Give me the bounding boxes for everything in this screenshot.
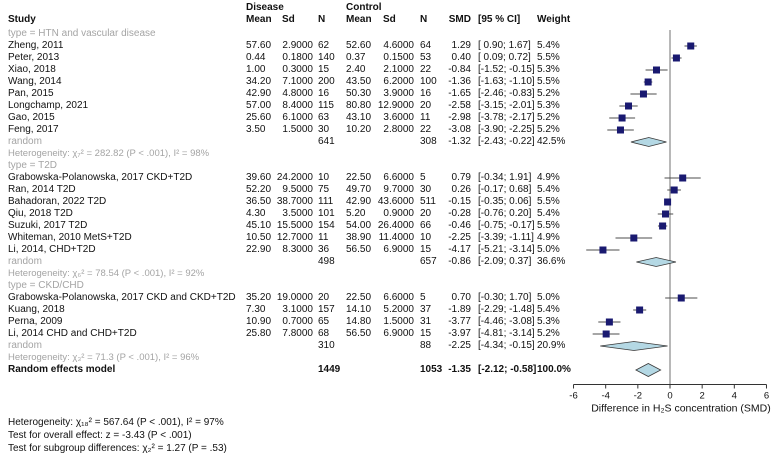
disease-mean: 34.20 [246,76,272,87]
weight-value: 5.4% [537,208,560,219]
subgroup-label: type = T2D [8,160,58,171]
weight-value: 5.4% [537,40,560,51]
control-sd: 1.5000 [383,316,414,327]
smd-subtotal: -1.32 [448,136,471,147]
weight-value: 5.2% [537,328,560,339]
control-sd: 6.2000 [383,76,414,87]
weight-overall: 100.0% [537,364,571,375]
table-row [0,292,773,304]
disease-n-subtotal: 310 [318,340,335,351]
control-mean: 38.90 [346,232,372,243]
disease-sd: 4.8000 [282,88,313,99]
control-sd: 2.8000 [383,124,414,135]
weight-value: 5.0% [537,292,560,303]
study-name: Peter, 2013 [8,52,60,63]
axis-tick-label: 6 [763,390,770,402]
control-mean: 0.37 [346,52,366,63]
disease-sd: 7.1000 [282,76,313,87]
axis-tick-label: 4 [731,390,737,402]
ci-value: [-3.39; -1.11] [478,232,534,243]
disease-sd: 12.7000 [276,232,313,243]
axis-tick-label: 2 [699,390,705,402]
disease-mean: 4.30 [246,208,266,219]
heterogeneity-row [0,148,773,160]
smd-value: 0.40 [451,52,471,63]
disease-n: 68 [318,328,330,339]
disease-mean: 10.50 [246,232,272,243]
weight-value: 5.4% [537,304,560,315]
col-header-smd: SMD [448,14,471,25]
control-mean: 43.10 [346,112,372,123]
control-n: 5 [420,172,426,183]
disease-sd: 2.9000 [282,40,313,51]
control-sd: 4.6000 [383,40,414,51]
disease-sd: 9.5000 [282,184,313,195]
disease-n: 63 [318,112,330,123]
study-name: Bahadoran, 2022 T2D [8,196,107,207]
smd-value: -1.89 [448,304,471,315]
control-sd: 26.4000 [377,220,414,231]
control-n: 22 [420,124,432,135]
disease-mean: 1.00 [246,64,266,75]
col-header-control-sd: Sd [383,14,396,25]
control-n-subtotal: 308 [420,136,437,147]
control-n: 53 [420,52,432,63]
smd-value: -3.77 [448,316,471,327]
smd-value: -2.25 [448,232,471,243]
study-name: Pan, 2015 [8,88,54,99]
control-sd: 0.1500 [383,52,414,63]
weight-value: 5.5% [537,76,560,87]
control-n: 37 [420,304,432,315]
control-n: 11 [420,112,431,123]
weight-value: 5.5% [537,52,560,63]
control-n: 30 [420,184,432,195]
control-sd: 11.4000 [378,232,414,243]
study-name: Grabowska-Polanowska, 2017 CKD and CKD+T2D [8,292,236,303]
control-mean: 80.80 [346,100,372,111]
disease-n: 15 [318,64,330,75]
study-name: Xiao, 2018 [8,64,56,75]
smd-value: 0.26 [451,184,471,195]
control-n-subtotal: 88 [420,340,432,351]
study-name: Suzuki, 2017 T2D [8,220,88,231]
disease-n: 11 [318,232,329,243]
disease-sd: 0.3000 [282,64,313,75]
disease-n: 75 [318,184,330,195]
disease-mean: 7.30 [246,304,266,315]
subgroup-label-row [0,280,773,292]
smd-value: -0.84 [448,64,471,75]
col-header-weight: Weight [537,14,571,25]
smd-value: -4.17 [448,244,471,255]
disease-sd: 3.5000 [282,208,313,219]
control-mean: 22.50 [346,172,372,183]
study-name: Kuang, 2018 [8,304,65,315]
subtotal-row [0,340,773,352]
disease-mean: 25.80 [246,328,272,339]
header-group-row [0,2,773,14]
col-header-control-mean: Mean [346,14,372,25]
disease-mean: 39.60 [246,172,272,183]
disease-mean: 3.50 [246,124,266,135]
study-name: Feng, 2017 [8,124,59,135]
control-n: 15 [420,244,432,255]
col-header-disease-mean: Mean [246,14,272,25]
control-n: 10 [420,232,432,243]
disease-mean: 35.20 [246,292,272,303]
smd-value: -0.15 [448,196,471,207]
weight-value: 5.5% [537,196,560,207]
disease-n: 30 [318,124,330,135]
control-mean: 52.60 [346,40,372,51]
control-sd: 6.9000 [383,328,414,339]
control-mean: 56.50 [346,328,372,339]
control-mean: 50.30 [346,88,372,99]
ci-value: [-4.46; -3.08] [478,316,535,327]
axis-tick-label: -6 [569,390,578,402]
ci-value: [-2.46; -0.83] [478,88,535,99]
control-mean: 22.50 [346,292,372,303]
col-header-disease-n: N [318,14,326,25]
table-row [0,40,773,52]
smd-value: 0.70 [451,292,471,303]
study-name: Whiteman, 2010 MetS+T2D [8,232,132,243]
smd-value: -0.46 [448,220,471,231]
heterogeneity-text: Heterogeneity: χ₇² = 282.82 (P < .001), I² = 98% [8,148,210,159]
heterogeneity-text: Heterogeneity: χ₆² = 78.54 (P < .001), I² = 92% [8,268,205,279]
ci-value: [-1.63; -1.10] [478,76,535,87]
disease-sd: 0.7000 [282,316,313,327]
disease-mean: 25.60 [246,112,272,123]
disease-sd: 38.7000 [276,196,313,207]
col-header-control-n: N [420,14,428,25]
disease-mean: 36.50 [246,196,272,207]
heterogeneity-row [0,352,773,364]
control-n: 511 [420,196,436,207]
overall-row [0,364,773,376]
disease-n: 140 [318,52,335,63]
disease-n: 10 [318,172,330,183]
random-label: random [8,340,42,351]
ci-value: [ 0.09; 0.72] [478,52,531,63]
disease-n-total: 1449 [318,364,341,375]
weight-value: 5.4% [537,184,560,195]
control-sd: 6.6000 [383,172,414,183]
ci-value: [ 0.90; 1.67] [478,40,531,51]
control-sd: 12.9000 [377,100,414,111]
subgroup-label-row [0,160,773,172]
overall-label: Random effects model [8,364,116,375]
disease-n: 20 [318,292,330,303]
control-sd: 0.9000 [383,208,414,219]
control-mean: 54.00 [346,220,372,231]
smd-value: 1.29 [451,40,471,51]
heterogeneity-row [0,268,773,280]
disease-group-header: Disease [246,2,284,13]
study-name: Gao, 2015 [8,112,55,123]
disease-n: 16 [318,88,330,99]
control-n: 20 [420,208,432,219]
axis-tick-label: 0 [667,390,673,402]
disease-mean: 10.90 [246,316,272,327]
disease-mean: 52.20 [246,184,272,195]
table-row [0,232,773,244]
disease-n: 200 [318,76,335,87]
table-row [0,196,773,208]
axis-tick-label: -2 [633,390,643,402]
disease-n: 157 [318,304,335,315]
subgroup-label: type = CKD/CHD [8,280,84,291]
control-mean: 49.70 [346,184,372,195]
weight-subtotal: 42.5% [537,136,566,147]
disease-sd: 24.2000 [276,172,313,183]
disease-mean: 42.90 [246,88,272,99]
disease-n: 154 [318,220,335,231]
study-name: Li, 2014 CHD and CHD+T2D [8,328,137,339]
footer-stats [8,416,227,455]
disease-sd: 15.5000 [276,220,313,231]
control-n: 66 [420,220,432,231]
control-mean: 56.50 [346,244,372,255]
table-row [0,88,773,100]
study-name: Wang, 2014 [8,76,62,87]
ci-value: [-0.35; 0.06] [478,196,532,207]
control-mean: 2.40 [346,64,366,75]
control-group-header: Control [346,2,382,13]
subgroup-label-row [0,28,773,40]
weight-value: 5.3% [537,64,560,75]
disease-mean: 0.44 [246,52,266,63]
disease-sd: 0.1800 [282,52,313,63]
control-mean: 5.20 [346,208,366,219]
disease-sd: 3.1000 [282,304,313,315]
control-sd: 5.2000 [383,304,414,315]
random-label: random [8,256,42,267]
table-row [0,100,773,112]
study-name: Grabowska-Polanowska, 2017 CKD+T2D [8,172,193,183]
disease-n: 36 [318,244,330,255]
footer-overall-effect: Test for overall effect: z = -3.43 (P < .001) [8,430,192,441]
weight-value: 5.0% [537,244,560,255]
disease-n: 115 [318,100,334,111]
control-sd: 3.9000 [383,88,414,99]
weight-value: 4.9% [537,172,560,183]
disease-sd: 6.1000 [282,112,313,123]
control-mean: 10.20 [346,124,372,135]
ci-value: [-0.34; 1.91] [478,172,532,183]
control-n: 31 [420,316,432,327]
table-row [0,184,773,196]
control-n: 16 [420,88,432,99]
disease-mean: 22.90 [246,244,272,255]
ci-subtotal: [-2.43; -0.22] [478,136,535,147]
weight-value: 5.2% [537,88,560,99]
ci-value: [-0.30; 1.70] [478,292,532,303]
subtotal-row [0,136,773,148]
ci-subtotal: [-2.09; 0.37] [478,256,532,267]
control-sd: 43.6000 [377,196,414,207]
ci-value: [-4.81; -3.14] [478,328,535,339]
control-mean: 42.90 [346,196,372,207]
disease-n: 65 [318,316,330,327]
control-n: 22 [420,64,432,75]
footer-heterogeneity: Heterogeneity: χ₁₈² = 567.64 (P < .001), I² = 97% [8,417,224,428]
axis-tick-label: -4 [601,390,610,402]
control-n: 5 [420,292,426,303]
ci-value: [-3.78; -2.17] [478,112,535,123]
weight-value: 5.2% [537,124,560,135]
weight-value: 4.9% [537,232,560,243]
control-sd: 6.9000 [383,244,414,255]
ci-value: [-0.17; 0.68] [478,184,532,195]
disease-n: 62 [318,40,330,51]
control-n: 20 [420,100,432,111]
table-row [0,52,773,64]
control-sd: 3.6000 [383,112,414,123]
ci-overall: [-2.12; -0.58] [478,364,537,375]
control-n: 100 [420,76,437,87]
subtotal-row [0,256,773,268]
study-name: Li, 2014, CHD+T2D [8,244,96,255]
col-header-ci: [95 % CI] [478,14,521,25]
study-name: Ran, 2014 T2D [8,184,76,195]
ci-value: [-3.90; -2.25] [478,124,535,135]
disease-n: 101 [318,208,335,219]
disease-sd: 8.4000 [282,100,313,111]
table-row [0,172,773,184]
disease-n: 111 [318,196,334,207]
disease-mean: 57.60 [246,40,272,51]
disease-sd: 7.8000 [282,328,313,339]
disease-sd: 8.3000 [282,244,313,255]
control-sd: 2.1000 [383,64,414,75]
smd-value: -2.98 [448,112,471,123]
disease-sd: 19.0000 [276,292,313,303]
table-row [0,64,773,76]
table-row [0,220,773,232]
table-row [0,208,773,220]
smd-subtotal: -0.86 [448,256,471,267]
smd-overall: -1.35 [448,364,471,375]
table-row [0,124,773,136]
footer-subgroup-differences: Test for subgroup differences: χ₂² = 1.27 (P = .53) [8,443,227,454]
smd-value: -1.36 [448,76,471,87]
heterogeneity-text: Heterogeneity: χ₃² = 71.3 (P < .001), I² = 96% [8,352,200,363]
ci-value: [-1.52; -0.15] [478,64,535,75]
table-row [0,328,773,340]
control-mean: 43.50 [346,76,372,87]
weight-value: 5.2% [537,112,560,123]
control-sd: 6.6000 [383,292,414,303]
disease-n-subtotal: 641 [318,136,335,147]
table-row [0,304,773,316]
ci-value: [-0.75; -0.17] [478,220,535,231]
smd-value: -1.65 [448,88,471,99]
control-n-subtotal: 657 [420,256,437,267]
ci-value: [-3.15; -2.01] [478,100,535,111]
study-name: Zheng, 2011 [8,40,64,51]
axis-title: Difference in H₂S concentration (SMD) [591,402,771,415]
weight-value: 5.5% [537,220,560,231]
smd-value: 0.79 [451,172,471,183]
random-label: random [8,136,42,147]
disease-mean: 57.00 [246,100,272,111]
smd-value: -3.97 [448,328,471,339]
table-row [0,76,773,88]
disease-sd: 1.5000 [282,124,313,135]
control-n: 64 [420,40,432,51]
control-sd: 9.7000 [383,184,414,195]
control-n: 15 [420,328,432,339]
table-row [0,316,773,328]
control-mean: 14.80 [346,316,372,327]
ci-value: [-2.29; -1.48] [478,304,535,315]
ci-subtotal: [-4.34; -0.15] [478,340,535,351]
weight-subtotal: 36.6% [537,256,566,267]
ci-value: [-0.76; 0.20] [478,208,532,219]
col-header-disease-sd: Sd [282,14,295,25]
ci-value: [-5.21; -3.14] [478,244,535,255]
study-name: Perna, 2009 [8,316,63,327]
disease-mean: 45.10 [246,220,272,231]
weight-value: 5.3% [537,316,560,327]
table-row [0,112,773,124]
header-column-row [0,14,773,26]
table-row [0,244,773,256]
control-mean: 14.10 [346,304,372,315]
smd-value: -3.08 [448,124,471,135]
smd-value: -2.58 [448,100,471,111]
weight-subtotal: 20.9% [537,340,566,351]
smd-subtotal: -2.25 [448,340,471,351]
study-name: Qiu, 2018 T2D [8,208,73,219]
control-n-total: 1053 [420,364,443,375]
subgroup-label: type = HTN and vascular disease [8,28,156,39]
smd-value: -0.28 [448,208,471,219]
disease-n-subtotal: 498 [318,256,335,267]
study-name: Longchamp, 2021 [8,100,89,111]
weight-value: 5.3% [537,100,560,111]
col-header-study: Study [8,14,36,25]
